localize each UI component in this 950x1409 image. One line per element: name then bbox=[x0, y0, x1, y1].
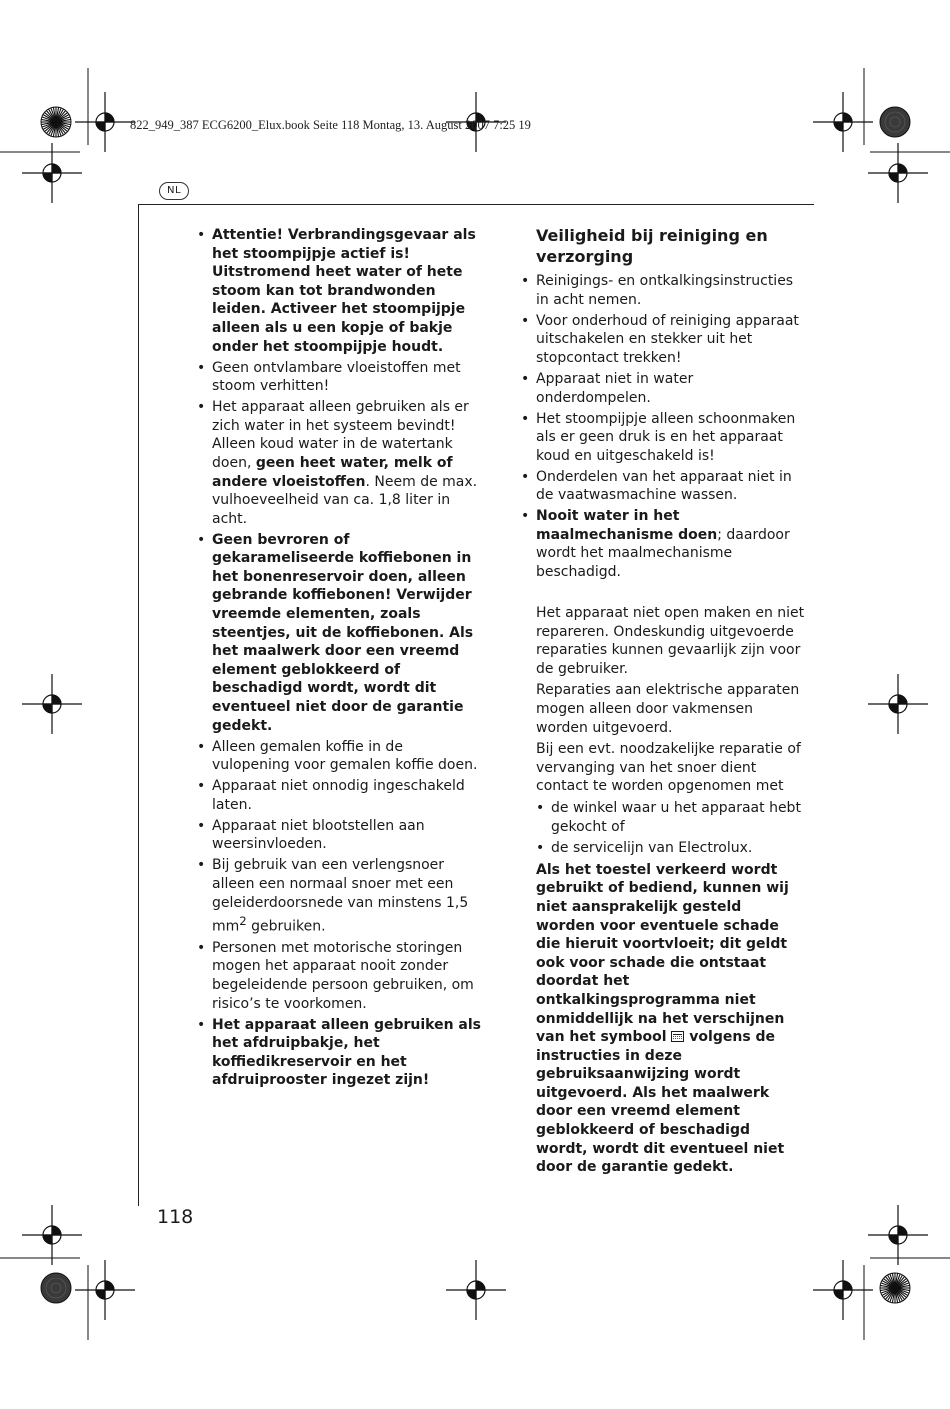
warning-text-start: Als het toestel verkeerd wordt gebruikt of bediend, kunnen wij niet aansprakelijk gesteld worden voor eventuele schade die hieruit voortvloeit; dit geldt ook voor schade die ontstaat doordat het ontkalkingsprogramma niet onmiddellijk na het verschijnen van het symbool bbox=[536, 861, 789, 1046]
list-item-text: gebruiken. bbox=[246, 918, 326, 935]
list-item bbox=[197, 777, 481, 814]
contact-options-list bbox=[536, 799, 805, 858]
crosshair-mark bbox=[75, 92, 135, 152]
descale-icon bbox=[671, 1031, 684, 1042]
crosshair-mark bbox=[22, 1205, 82, 1265]
list-item-text: 2 bbox=[239, 914, 247, 929]
list-item-text: . Neem de max. vulhoeveelheid van ca. 1,8 liter in acht. bbox=[212, 473, 478, 527]
list-item bbox=[521, 410, 805, 466]
rosette-mark bbox=[880, 1273, 910, 1303]
list-item bbox=[197, 817, 481, 854]
list-item-text: geen heet water, melk of andere vloeistoffen bbox=[212, 454, 453, 490]
list-item-text: Personen met motorische storingen mogen het apparaat nooit zonder begeleidende persoon gebruiken, om risico’s te voorkomen. bbox=[212, 939, 474, 1012]
left-column bbox=[197, 226, 481, 1092]
liability-warning bbox=[536, 861, 805, 1177]
list-item-text: Bij gebruik van een verlengsnoer alleen een normaal snoer met een geleiderdoorsnede van minstens 1,5 mm bbox=[212, 857, 469, 935]
top-rule bbox=[138, 204, 814, 205]
crosshair-mark bbox=[446, 1260, 506, 1320]
crosshair-mark bbox=[75, 1260, 135, 1320]
list-item-text: Onderdelen van het apparaat niet in de vaatwasmachine wassen. bbox=[536, 468, 792, 504]
cord-repair-paragraph: Bij een evt. noodzakelijke reparatie of vervanging van het snoer dient contact te worden opgenomen met bbox=[536, 741, 801, 795]
list-item-text: Nooit water in het maalmechanisme doen bbox=[536, 508, 718, 543]
page-number: 118 bbox=[157, 1206, 194, 1228]
list-item-text: Apparaat niet onnodig ingeschakeld laten. bbox=[212, 778, 465, 813]
list-item-text: Attentie! Verbrandingsgevaar als het stoompijpje actief is! Uitstromend heet water of hete stoom kan tot brandwonden leiden. Activeer het stoompijpje alleen als u een kopje of bakje onder het stoompijpje houdt. bbox=[212, 227, 476, 355]
list-item-text: Geen bevroren of gekarameliseerde koffiebonen in het bonenreservoir doen, alleen gebrande koffiebonen! Verwijder vreemde elementen, zoals steentjes, uit de koffiebonen. Als het maalwerk door een vreemd element geblokkeerd of beschadigd wordt, wordt dit eventueel niet door de garantie gedekt. bbox=[212, 531, 474, 734]
repair-paragraph: Het apparaat niet open maken en niet repareren. Ondeskundig uitgevoerde reparaties kunnen gevaarlijk zijn voor de gebruiker. bbox=[536, 605, 805, 677]
electrical-repair-paragraph: Reparaties aan elektrische apparaten mogen alleen door vakmensen worden uitgevoerd. bbox=[536, 682, 800, 736]
list-item bbox=[197, 1016, 481, 1090]
safety-bullet-list bbox=[197, 226, 481, 1090]
section-heading: Veiligheid bij reiniging en verzorging bbox=[536, 226, 768, 266]
list-item bbox=[197, 359, 481, 396]
list-item-text: Apparaat niet in water onderdompelen. bbox=[536, 370, 694, 406]
spacer bbox=[521, 584, 805, 604]
list-item bbox=[197, 398, 481, 528]
list-item bbox=[197, 531, 481, 736]
right-column bbox=[521, 226, 805, 1180]
list-item bbox=[197, 856, 481, 936]
list-item-text: Voor onderhoud of reiniging apparaat uitschakelen en stekker uit het stopcontact trekken! bbox=[536, 312, 799, 366]
language-badge: NL bbox=[159, 182, 189, 200]
list-item-text: ; daardoor wordt het maalmechanisme beschadigd. bbox=[536, 526, 790, 581]
list-item-text: Het apparaat alleen gebruiken als het afdruipbakje, het koffiedikreservoir en het afdruiprooster ingezet zijn! bbox=[212, 1016, 482, 1089]
list-item bbox=[197, 226, 481, 356]
rosette-mark bbox=[880, 107, 910, 137]
list-item bbox=[521, 468, 805, 505]
list-item-text: Reinigings- en ontkalkingsinstructies in acht nemen. bbox=[536, 273, 794, 308]
list-item bbox=[197, 738, 481, 775]
crosshair-mark bbox=[22, 674, 82, 734]
list-item-text: Geen ontvlambare vloeistoffen met stoom verhitten! bbox=[212, 359, 461, 395]
list-item bbox=[521, 272, 805, 309]
rosette-mark bbox=[41, 107, 71, 137]
warning-text-end: volgens de instructies in deze gebruiksaanwijzing wordt uitgevoerd. Als het maalwerk door een vreemd element geblokkeerd of beschadigd wordt, wordt dit eventueel niet door de garantie gedekt. bbox=[536, 1029, 785, 1176]
list-item-text: Alleen gemalen koffie in de vulopening voor gemalen koffie doen. bbox=[212, 738, 478, 774]
list-item bbox=[521, 370, 805, 407]
rosette-mark bbox=[41, 1273, 71, 1303]
print-info-line: 822_949_387 ECG6200_Elux.book Seite 118 Montag, 13. August 2007 7:25 19 bbox=[130, 118, 531, 132]
list-item: • de servicelijn van Electrolux. bbox=[536, 839, 805, 858]
cleaning-bullet-list bbox=[521, 272, 805, 581]
crosshair-mark bbox=[868, 674, 928, 734]
left-rule bbox=[138, 204, 139, 1206]
list-item-text: Het apparaat alleen gebruiken als er zich water in het systeem bevindt! Alleen koud water in de watertank doen, bbox=[212, 399, 469, 471]
crosshair-mark bbox=[868, 1205, 928, 1265]
list-item bbox=[197, 939, 481, 1013]
list-item bbox=[521, 507, 805, 581]
list-item bbox=[521, 312, 805, 368]
list-item-text: Het stoompijpje alleen schoonmaken als er geen druk is en het apparaat koud en uitgeschakeld is! bbox=[536, 410, 796, 464]
list-item: • de winkel waar u het apparaat hebt gekocht of bbox=[536, 799, 805, 836]
list-item-text: Apparaat niet blootstellen aan weersinvloeden. bbox=[212, 817, 425, 853]
